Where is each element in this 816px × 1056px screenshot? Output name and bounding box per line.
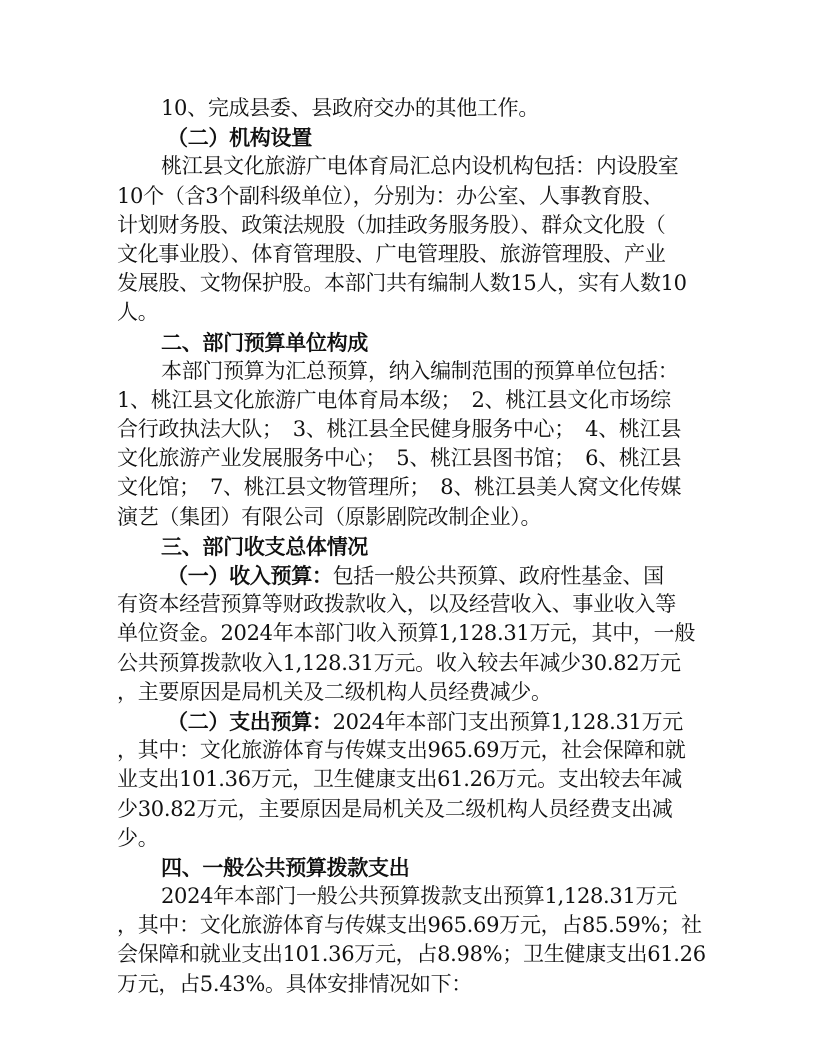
paragraph-line: 发展股、文物保护股。本部门共有编制人数15人，实有人数10 xyxy=(117,271,687,296)
paragraph-line: 万元，占5.43%。具体安排情况如下： xyxy=(117,971,473,996)
section-4-heading: 四、一般公共预算拨款支出 xyxy=(161,854,410,880)
paragraph-line xyxy=(117,707,701,736)
paragraph-line: 业支出101.36万元，卫生健康支出61.26万元。支出较去年减 xyxy=(117,767,682,792)
income-paragraph xyxy=(117,561,701,707)
section-org-heading: （二）机构设置 xyxy=(167,125,312,151)
paragraph-line: 文化旅游产业发展服务中心； 5、桃江县图书馆； 6、桃江县 xyxy=(117,446,682,471)
expense-paragraph xyxy=(117,707,701,853)
paragraph-line: 计划财务股、政策法规股（加挂政务服务股）、群众文化股（ xyxy=(117,212,666,237)
paragraph-line: ，主要原因是局机关及二级机构人员经费减少。 xyxy=(117,679,552,704)
org-paragraph xyxy=(117,152,701,327)
paragraph-line: 1、桃江县文化旅游广电体育局本级； 2、桃江县文化市场综 xyxy=(117,387,671,412)
income-label: （一）收入预算： xyxy=(167,563,333,588)
paragraph-line: 会保障和就业支出101.36万元，占8.98%；卫生健康支出61.26 xyxy=(117,942,706,967)
duty-item-10: 10、完成县委、县政府交办的其他工作。 xyxy=(161,96,540,120)
paragraph-line: 本部门预算为汇总预算，纳入编制范围的预算单位包括： xyxy=(161,358,679,383)
paragraph-line xyxy=(117,561,701,590)
expense-text: 2024年本部门支出预算1,128.31万元 xyxy=(332,709,683,734)
expense-label: （二）支出预算： xyxy=(167,708,333,734)
income-text: 包括一般公共预算、政府性基金、国 xyxy=(332,564,664,588)
paragraph-line: 公共预算拨款收入1,128.31万元。收入较去年减少30.82万元 xyxy=(117,650,681,675)
general-budget-paragraph xyxy=(117,882,706,999)
section-2-heading: 二、部门预算单位构成 xyxy=(161,329,368,355)
paragraph-line: 10个（含3个副科级单位），分别为：办公室、人事教育股、 xyxy=(117,183,664,208)
paragraph-line: ，其中：文化旅游体育与传媒支出965.69万元，社会保障和就 xyxy=(117,738,686,763)
paragraph-line: 桃江县文化旅游广电体育局汇总内设机构包括：内设股室 xyxy=(161,154,679,179)
paragraph-line: 文化事业股）、体育管理股、广电管理股、旅游管理股、产业 xyxy=(117,241,666,266)
paragraph-line: 演艺（集团）有限公司（原影剧院改制企业）。 xyxy=(117,504,542,529)
paragraph-line: 有资本经营预算等财政拨款收入，以及经营收入、事业收入等 xyxy=(117,592,676,617)
units-paragraph xyxy=(117,357,701,532)
paragraph-line: 少30.82万元，主要原因是局机关及二级机构人员经费支出减 xyxy=(117,796,673,821)
paragraph-line: 合行政执法大队； 3、桃江县全民健身服务中心； 4、桃江县 xyxy=(117,417,682,442)
paragraph-line: 文化馆； 7、桃江县文物管理所； 8、桃江县美人窝文化传媒 xyxy=(117,475,682,500)
section-3-heading: 三、部门收支总体情况 xyxy=(161,533,368,559)
paragraph-line: 2024年本部门一般公共预算拨款支出预算1,128.31万元 xyxy=(161,884,677,909)
paragraph-line: 少。 xyxy=(117,825,159,850)
document-page xyxy=(117,94,706,999)
paragraph-line: 人。 xyxy=(117,300,159,325)
paragraph-line: 单位资金。2024年本部门收入预算1,128.31万元，其中，一般 xyxy=(117,621,696,646)
paragraph-line: ，其中：文化旅游体育与传媒支出965.69万元，占85.59%；社 xyxy=(117,913,702,938)
